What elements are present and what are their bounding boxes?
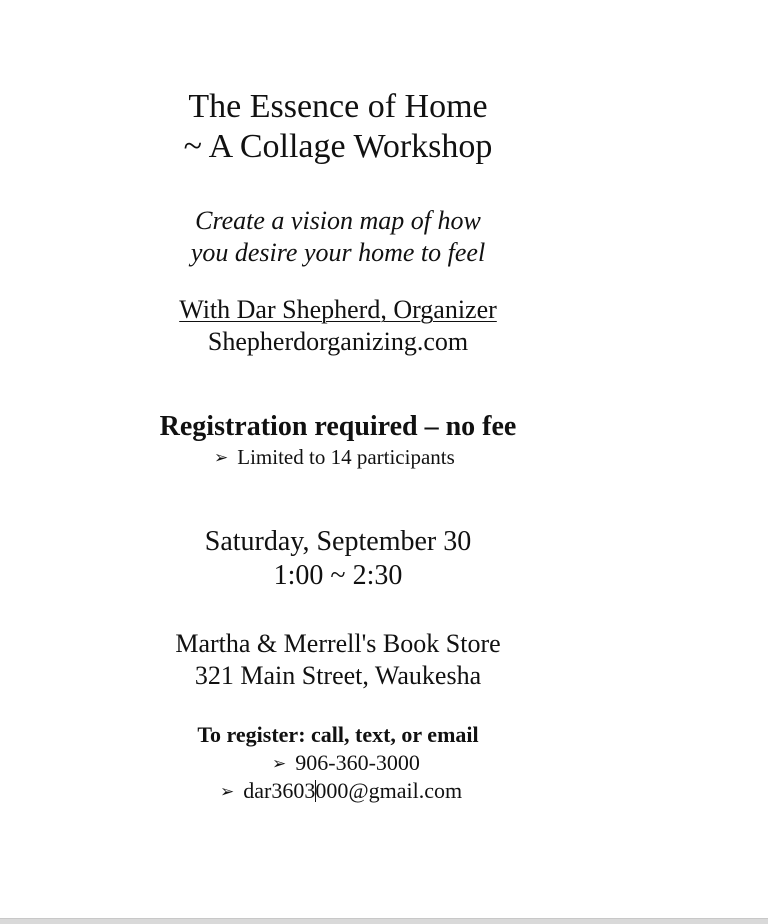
- tagline-line-2: you desire your home to feel: [190, 238, 486, 267]
- title-line-2: ~ A Collage Workshop: [183, 128, 493, 165]
- venue-line: Martha & Merrell's Book Store: [175, 629, 501, 658]
- limit-text: Limited to 14 participants: [237, 445, 455, 469]
- tagline-line-1: Create a vision map of how: [195, 206, 481, 235]
- email-bullet-item: [220, 780, 462, 802]
- phone-bullet-item: [272, 752, 420, 774]
- arrow-bullet-icon: ➢: [220, 782, 235, 802]
- email-text-part-2: 000@gmail.com: [315, 778, 463, 803]
- email-text-part-1: dar3603: [243, 778, 316, 803]
- limit-bullet-item: [214, 447, 455, 468]
- registration-line: Registration required – no fee: [159, 411, 517, 442]
- title-line-1: The Essence of Home: [188, 88, 488, 125]
- website-line: Shepherdorganizing.com: [207, 327, 469, 356]
- phone-text: 906-360-3000: [295, 750, 420, 775]
- arrow-bullet-icon: ➢: [214, 448, 229, 468]
- address-line: 321 Main Street, Waukesha: [194, 661, 482, 690]
- host-line: With Dar Shepherd, Organizer: [179, 295, 497, 324]
- date-line: Saturday, September 30: [204, 526, 472, 557]
- arrow-bullet-icon: ➢: [272, 754, 287, 774]
- register-heading: To register: call, text, or email: [197, 722, 479, 747]
- page-bottom-edge: [0, 918, 768, 924]
- time-line: 1:00 ~ 2:30: [273, 560, 403, 591]
